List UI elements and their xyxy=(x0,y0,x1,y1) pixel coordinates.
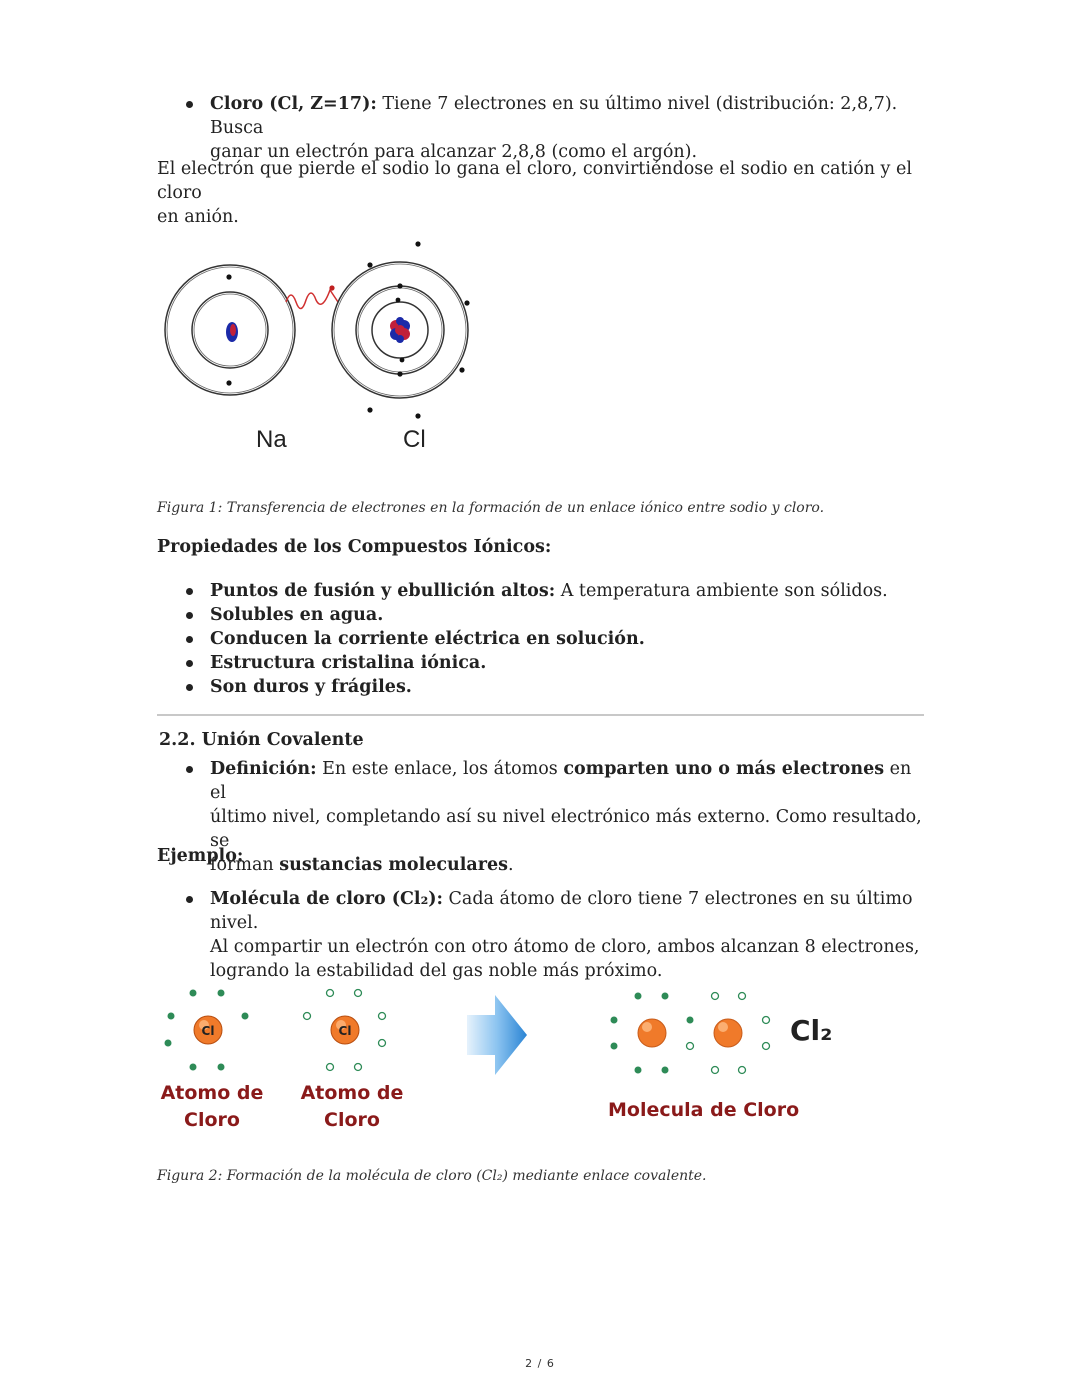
property-text: A temperatura ambiente son sólidos. xyxy=(555,581,888,601)
shared-electron-open xyxy=(687,1043,694,1050)
electron-open xyxy=(304,1013,311,1020)
definition-text: En este enlace, los átomos xyxy=(316,759,564,779)
electron xyxy=(190,1064,197,1071)
list-item xyxy=(186,603,926,627)
list-item xyxy=(186,651,926,675)
cloro-text-1: Tiene 7 electrones en su último nivel (distribución: 2,8,7). Busca xyxy=(210,94,898,138)
molecule-label: Molecula de Cloro xyxy=(608,1099,800,1121)
definition-text: en el xyxy=(210,759,912,803)
electron xyxy=(400,358,405,363)
property-bold: Son duros y frágiles. xyxy=(210,677,412,697)
example-text: Cada átomo de cloro tiene 7 electrones en su último nivel. xyxy=(210,889,913,933)
atom-2-label-line-2: Cloro xyxy=(324,1109,380,1131)
property-bold: Estructura cristalina iónica. xyxy=(210,653,487,673)
formula-cl2: Cl₂ xyxy=(790,1014,833,1047)
reaction-arrow-icon xyxy=(467,995,527,1075)
atom-1-label xyxy=(160,1080,264,1134)
electron-open xyxy=(355,1064,362,1071)
list-item xyxy=(186,579,926,603)
definition-period: . xyxy=(507,855,514,875)
electron xyxy=(396,298,401,303)
electron xyxy=(226,274,231,279)
electron xyxy=(367,262,372,267)
definition-bold: sustancias moleculares xyxy=(279,855,508,875)
electron xyxy=(397,283,402,288)
paragraph-line-1: El electrón que pierde el sodio lo gana el cloro, convirtiéndose el sodio en catión y el cloro xyxy=(157,159,912,203)
figure-1-caption: Figura 1: Transferencia de electrones en la formación de un enlace iónico entre sodio y cloro. xyxy=(157,500,825,516)
example-label: Molécula de cloro (Cl₂): xyxy=(210,889,443,909)
transferred-electron xyxy=(329,285,334,290)
atom-2-label-line-1: Atomo de xyxy=(300,1082,404,1104)
electron-open xyxy=(355,990,362,997)
electron xyxy=(611,1043,618,1050)
electron xyxy=(242,1013,249,1020)
properties-list xyxy=(186,579,926,699)
electron xyxy=(190,990,197,997)
electron xyxy=(635,993,642,1000)
electron xyxy=(459,367,464,372)
atom-1-label-line-2: Cloro xyxy=(184,1109,240,1131)
label-na: Na xyxy=(256,426,287,453)
chlorine-atom-1 xyxy=(165,990,249,1071)
electron xyxy=(397,371,402,376)
property-bold: Conducen la corriente eléctrica en solución. xyxy=(210,629,645,649)
atom-symbol: Cl xyxy=(201,1024,215,1038)
section-divider xyxy=(157,714,924,716)
cloro-label: Cloro (Cl, Z=17): xyxy=(210,94,377,114)
atom-2-label xyxy=(300,1080,404,1134)
electron-open xyxy=(739,993,746,1000)
electron xyxy=(168,1013,175,1020)
electron xyxy=(635,1067,642,1074)
electron-open xyxy=(327,990,334,997)
electron xyxy=(415,413,420,418)
electron xyxy=(611,1017,618,1024)
electron-open xyxy=(712,1067,719,1074)
figure-1-na-cl-diagram xyxy=(150,230,490,470)
definition-label: Definición: xyxy=(210,759,317,779)
example-heading: Ejemplo: xyxy=(157,846,244,866)
list-item xyxy=(186,887,926,983)
label-cl: Cl xyxy=(403,426,426,453)
covalent-heading: 2.2. Unión Covalente xyxy=(159,730,364,750)
electron-open xyxy=(712,993,719,1000)
electron xyxy=(662,1067,669,1074)
chlorine-atom xyxy=(332,241,470,418)
figure-2-cl2-diagram xyxy=(155,980,855,1080)
transfer-paragraph xyxy=(157,157,927,229)
example-list xyxy=(186,887,926,983)
electron xyxy=(415,241,420,246)
atom-symbol: Cl xyxy=(338,1024,352,1038)
electron-open xyxy=(739,1067,746,1074)
list-item xyxy=(186,92,926,164)
na-nucleus-core xyxy=(230,324,236,336)
page-number: 2 / 6 xyxy=(525,1357,555,1370)
definition-line-3: forman xyxy=(210,855,280,875)
figure-2-caption: Figura 2: Formación de la molécula de cloro (Cl₂) mediante enlace covalente. xyxy=(157,1168,707,1184)
sodium-atom xyxy=(165,265,295,395)
electron xyxy=(165,1040,172,1047)
atom-1-label-line-1: Atomo de xyxy=(160,1082,264,1104)
electron xyxy=(218,1064,225,1071)
list-item xyxy=(186,675,926,699)
definition-line-2: último nivel, completando así su nivel electrónico más externo. Como resultado, se xyxy=(210,807,922,851)
molecule-atom-right xyxy=(714,1019,742,1047)
list-item xyxy=(186,627,926,651)
example-line-3: logrando la estabilidad del gas noble más próximo. xyxy=(210,961,663,981)
chlorine-atom-2 xyxy=(304,990,386,1071)
properties-heading: Propiedades de los Compuestos Iónicos: xyxy=(157,537,552,557)
definition-list xyxy=(186,757,926,877)
electron xyxy=(464,300,469,305)
electron-open xyxy=(327,1064,334,1071)
property-bold: Puntos de fusión y ebullición altos: xyxy=(210,581,556,601)
electron xyxy=(367,407,372,412)
cl-nucleus xyxy=(390,317,410,343)
list-item xyxy=(186,757,926,877)
molecule-atom-left xyxy=(638,1019,666,1047)
electron xyxy=(218,990,225,997)
definition-bold: comparten uno o más electrones xyxy=(563,759,885,779)
electron xyxy=(662,993,669,1000)
shared-electron xyxy=(687,1017,694,1024)
electron-open xyxy=(379,1013,386,1020)
paragraph-line-2: en anión. xyxy=(157,207,239,227)
electron-transfer-wave xyxy=(286,290,338,309)
cloro-bullet-list xyxy=(186,92,926,164)
example-line-2: Al compartir un electrón con otro átomo de cloro, ambos alcanzan 8 electrones, xyxy=(210,937,920,957)
electron-open xyxy=(763,1017,770,1024)
cloro-text-2: ganar un electrón para alcanzar 2,8,8 (como el argón). xyxy=(210,142,698,162)
chlorine-molecule xyxy=(611,993,770,1074)
electron-open xyxy=(763,1043,770,1050)
electron xyxy=(226,380,231,385)
property-bold: Solubles en agua. xyxy=(210,605,384,625)
electron-open xyxy=(379,1040,386,1047)
